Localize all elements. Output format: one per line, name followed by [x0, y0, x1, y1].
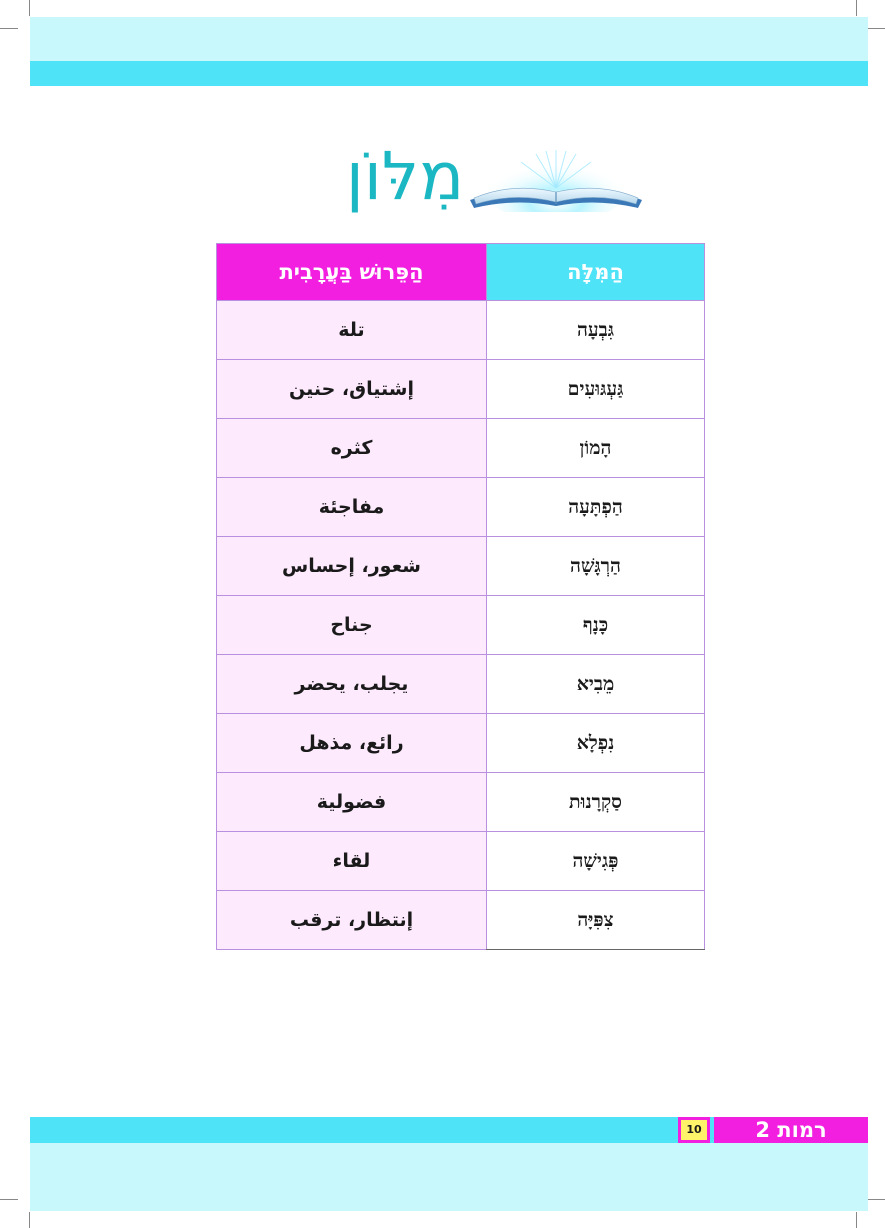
- meaning-cell: إشتياق، حنين: [217, 360, 487, 419]
- word-cell: גִּבְעָה: [487, 301, 705, 360]
- meaning-cell: شعور، إحساس: [217, 537, 487, 596]
- crop-mark: [867, 28, 885, 29]
- table-row: [217, 773, 705, 832]
- table-row: [217, 596, 705, 655]
- series-label: רמות 2: [714, 1117, 868, 1143]
- title-area: [340, 138, 660, 228]
- crop-mark: [867, 1199, 885, 1200]
- meaning-cell: إنتظار، ترقب: [217, 891, 487, 950]
- word-cell: כָּנָף: [487, 596, 705, 655]
- column-header-word: הַמִּלָּה: [487, 244, 705, 301]
- page-title: מִלּוֹן: [345, 138, 465, 215]
- word-cell: גַּעְגּוּעִים: [487, 360, 705, 419]
- word-cell: פְּגִישָׁה: [487, 832, 705, 891]
- page-number-badge: [678, 1117, 710, 1143]
- word-cell: הָמוֹן: [487, 419, 705, 478]
- meaning-cell: فضولية: [217, 773, 487, 832]
- word-cell: הַרְגָּשָׁה: [487, 537, 705, 596]
- meaning-cell: رائع، مذهل: [217, 714, 487, 773]
- table-row: [217, 419, 705, 478]
- word-cell: נִפְלָא: [487, 714, 705, 773]
- header-stripe: [30, 61, 868, 86]
- table-row: [217, 360, 705, 419]
- dictionary-table: [216, 243, 705, 950]
- table-header-row: [217, 244, 705, 301]
- meaning-cell: لقاء: [217, 832, 487, 891]
- header-band: [30, 17, 868, 61]
- table-row: [217, 714, 705, 773]
- meaning-cell: يجلب، يحضر: [217, 655, 487, 714]
- word-cell: הַפְתָּעָה: [487, 478, 705, 537]
- table-row: [217, 891, 705, 950]
- table-row: [217, 655, 705, 714]
- open-book-icon: [466, 148, 646, 212]
- word-cell: צִפִּיָּה: [487, 891, 705, 950]
- footer-band: [30, 1143, 868, 1211]
- column-header-meaning: הַפֵּרוּשׁ בַּעֲרָבִית: [217, 244, 487, 301]
- meaning-cell: كثره: [217, 419, 487, 478]
- crop-mark: [29, 0, 30, 16]
- crop-mark: [0, 28, 18, 29]
- meaning-cell: تلة: [217, 301, 487, 360]
- word-cell: מֵבִיא: [487, 655, 705, 714]
- meaning-cell: مفاجئة: [217, 478, 487, 537]
- crop-mark: [29, 1212, 30, 1228]
- table-row: [217, 301, 705, 360]
- table-row: [217, 832, 705, 891]
- table-row: [217, 478, 705, 537]
- meaning-cell: جناح: [217, 596, 487, 655]
- table-row: [217, 537, 705, 596]
- crop-mark: [0, 1199, 18, 1200]
- word-cell: סַקְרָנוּת: [487, 773, 705, 832]
- crop-mark: [856, 0, 857, 16]
- crop-mark: [856, 1212, 857, 1228]
- page-number: 10: [681, 1120, 707, 1140]
